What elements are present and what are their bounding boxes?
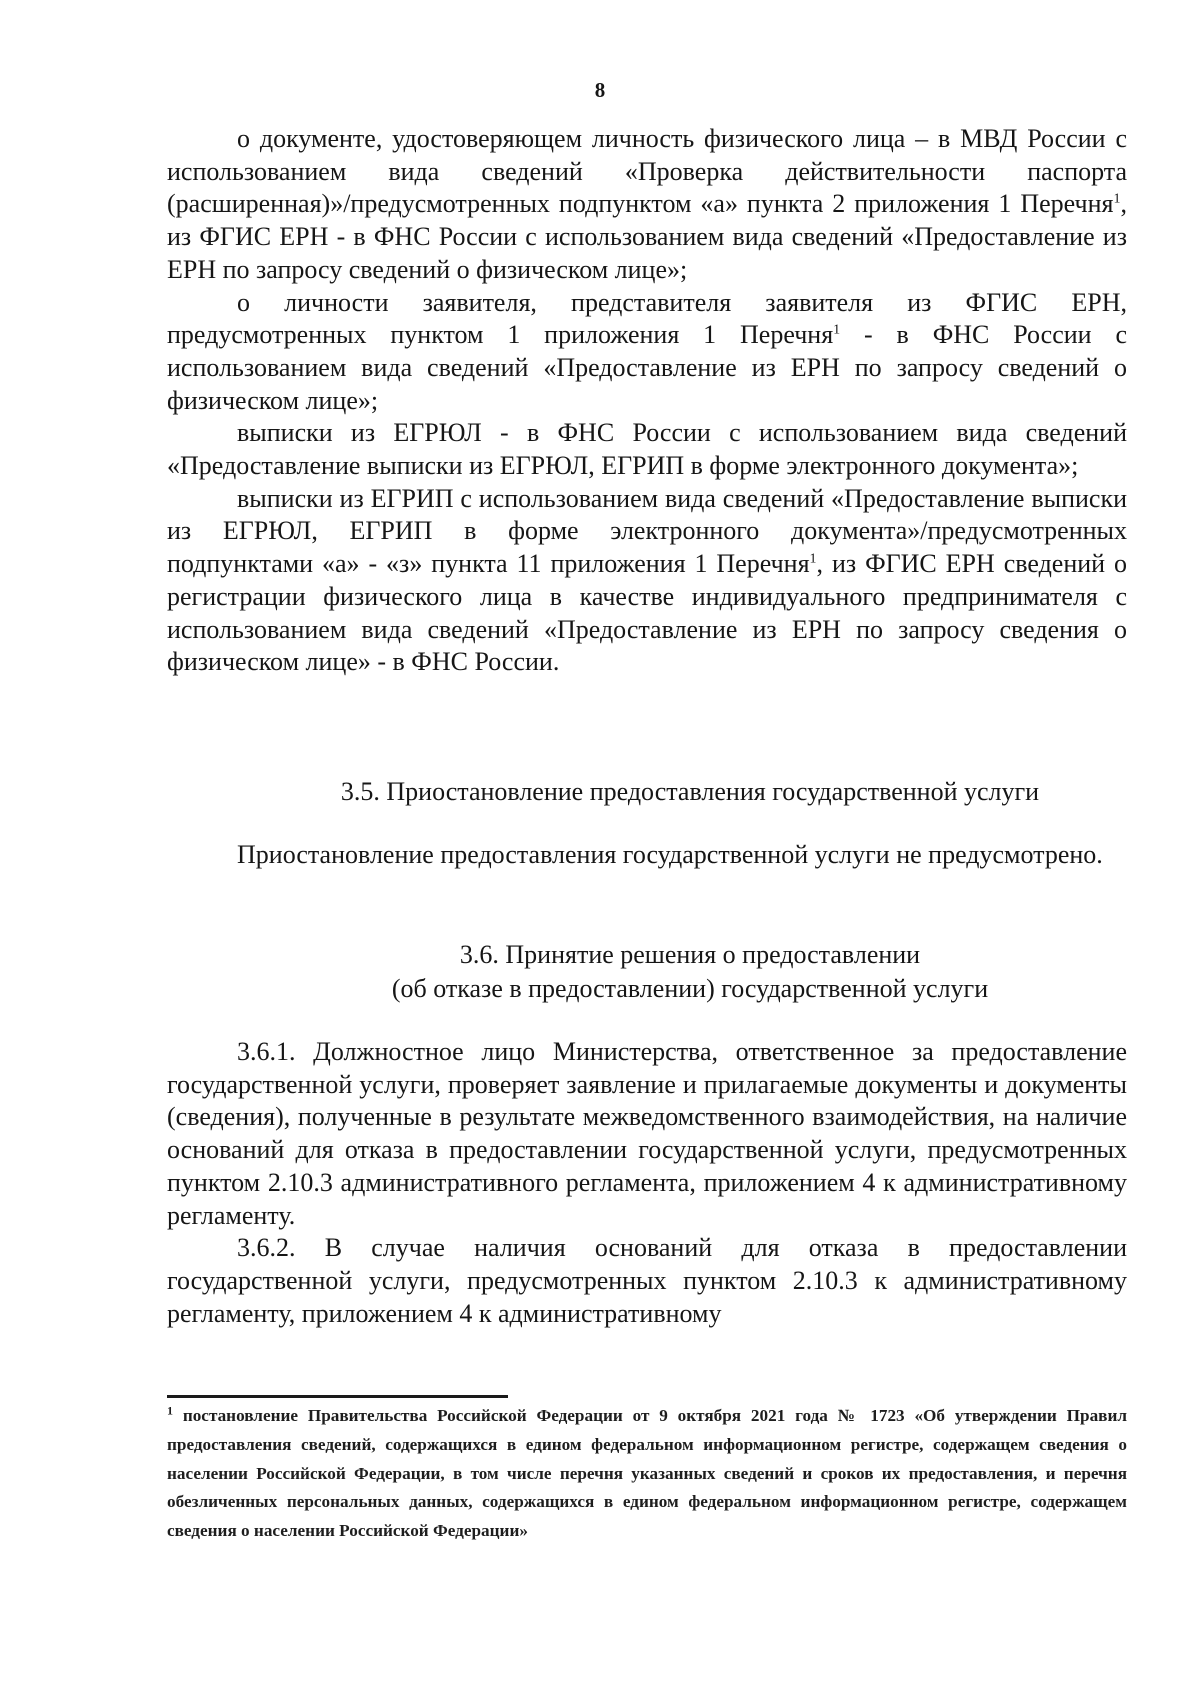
- footnote-marker: 1: [167, 1403, 173, 1418]
- body-text-3-6: [167, 1036, 1127, 1330]
- paragraph-text: выписки из ЕГРИП с использованием вида сведений «Предоставление выписки из ЕГРЮЛ, ЕГРИП в форме электронного документа»/предусмотренных подпунктами «а» - «з» пункта 11 приложения 1 Перечня: [167, 483, 1127, 579]
- paragraph-text: о личности заявителя, представителя заявителя из ФГИС ЕРН, предусмотренных пунктом 1 приложения 1 Перечня: [167, 287, 1127, 350]
- paragraph-3-6-2: 3.6.2. В случае наличия оснований для отказа в предоставлении государственной услуги, предусмотренных пунктом 2.10.3 к административному регламенту, приложением 4 к административному: [167, 1233, 1127, 1328]
- paragraph-text: о документе, удостоверяющем личность физического лица – в МВД России с использованием вида сведений «Проверка действительности паспорта (расширенная)»/предусмотренных подпунктом «а» пункта 2 приложения 1 Перечня: [167, 124, 1127, 219]
- page-number: 8: [594, 78, 606, 102]
- footnote-text: постановление Правительства Российской Федерации от 9 октября 2021 года № 1723 «Об утверждении Правил предоставления сведений, содержащихся в едином федеральном информационном регистре, содержащем сведения о населении Российской Федерации, в том числе перечня указанных сведений и сроков их предоставления, и перечня обезличенных персональных данных, содержащихся в едином федеральном информационном регистре, содержащем сведения о населении Российской Федерации»: [167, 1406, 1127, 1541]
- footnote-divider: [167, 1395, 508, 1398]
- paragraph-egrul-extract: [167, 417, 1127, 482]
- body-text-3-5: [167, 839, 1127, 872]
- footnote-ref: 1: [833, 322, 841, 338]
- footnote-ref: 1: [809, 551, 817, 567]
- heading-text: 3.5. Приостановление предоставления государственной услуги: [340, 777, 1040, 806]
- paragraph-applicant-identity: [167, 287, 1127, 418]
- footnote-ref: 1: [1113, 191, 1121, 207]
- section-heading-3-6: [300, 938, 1080, 1006]
- paragraph-passport-check: [167, 123, 1127, 287]
- section-heading-3-5: [300, 775, 1080, 809]
- footnote: [167, 1402, 1127, 1546]
- paragraph-text: - в ФНС России с использованием вида сведений «Предоставление из ЕРН по запросу сведений о физическом лице»;: [167, 320, 1127, 415]
- paragraph-egrip-extract: [167, 483, 1127, 679]
- paragraph-3-6-1: 3.6.1. Должностное лицо Министерства, ответственное за предоставление государственной услуги, проверяет заявление и прилагаемые документы и документы (сведения), полученные в результате межведомственного взаимодействия, на наличие оснований для отказа в предоставлении государственной услуги, предусмотренных пунктом 2.10.3 административного регламента, приложением 4 к административному регламенту.: [167, 1037, 1127, 1230]
- paragraph-text: , из ФГИС ЕРН сведений о регистрации физического лица в качестве индивидуального предпринимателя с использованием вида сведений «Предоставление из ЕРН по запросу сведения о физическом лице» - в ФНС России.: [167, 549, 1127, 677]
- heading-line-2: (об отказе в предоставлении) государственной услуги: [391, 974, 989, 1003]
- body-text-top: [167, 123, 1127, 679]
- paragraph-suspension: Приостановление предоставления государственной услуги не предусмотрено.: [237, 840, 1103, 869]
- paragraph-text: , из ФГИС ЕРН - в ФНС России с использованием вида сведений «Предоставление из ЕРН по запросу сведений о физическом лице»;: [167, 189, 1127, 284]
- paragraph-text: выписки из ЕГРЮЛ - в ФНС России с использованием вида сведений «Предоставление выписки из ЕГРЮЛ, ЕГРИП в форме электронного документа»;: [167, 418, 1127, 481]
- heading-line-1: 3.6. Принятие решения о предоставлении: [459, 940, 921, 969]
